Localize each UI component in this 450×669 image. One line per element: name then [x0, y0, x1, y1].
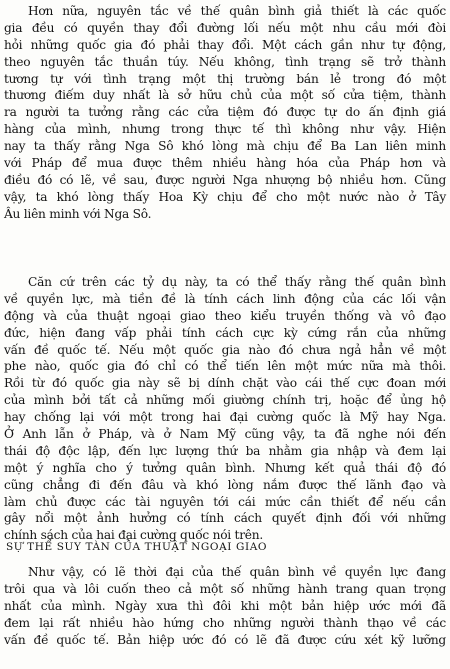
text-line: động và của thuật ngoại giao theo kiểu truyền thống và vô đạo	[4, 308, 446, 323]
text-line: hỏi những quốc gia đó phải thay đổi. Một cách gần như tự động,	[4, 37, 446, 52]
text-line: một ý nghĩa cho ý tưởng quân bình. Nhưng kết quả thái độ đó	[4, 460, 446, 475]
text-line: của mình bởi tất cả những mối giường chính trị, hoặc để ủng hộ	[4, 393, 446, 408]
paragraph-end-of-era	[4, 564, 446, 648]
text-line: đem lại rất nhiều hào hứng cho những người thành thạo về các	[4, 615, 446, 630]
paragraph-balance-of-power	[4, 3, 446, 223]
text-line: gây nổi một ảnh hưởng có tính cách quyết định đối với những	[4, 511, 446, 526]
text-line: đức, hiện đang vấp phải tính cách cực kỳ cứng rắn của những	[4, 325, 446, 340]
text-line: gia đều có quyền thay đổi đường lối nếu một nhu cầu mới đòi	[4, 20, 446, 35]
text-line: nhất của mình. Ngày xưa thì đôi khi một bản hiệp ước mới đã	[4, 598, 446, 613]
text-line: nay ta thấy rằng Nga Sô khó lòng mà chịu để Ba Lan liên minh	[4, 139, 446, 154]
text-line: phe nào, quốc gia đó chỉ có thể tiến lên một mức nữa mà thôi.	[4, 359, 446, 374]
text-line: tương tự với tình trạng một thị trường bán lẻ trong đó một	[4, 71, 446, 86]
paragraph-rigidity-of-issues	[4, 274, 446, 544]
text-line: hay chống lại với một trong hai đại cường quốc là Mỹ hay Nga.	[4, 410, 446, 425]
text-line: thương điếm duy nhất là sở hữu chủ của một số cửa tiệm, thành	[4, 88, 446, 103]
text-line: Như vậy, có lẽ thời đại của thế quân bình về quyền lực đang	[28, 565, 446, 579]
text-line: vấn đề quốc tế. Bản hiệp ước đó có lẽ đã được cứu xét kỹ lưỡng	[4, 632, 446, 647]
text-line: theo nguyên tắc thuần túy. Nếu không, tình trạng sẽ trở thành	[4, 54, 446, 69]
text-line: Căn cứ trên các tỷ dụ này, ta có thể thấy rằng thế quân bình	[28, 275, 446, 289]
text-line: Hơn nữa, nguyên tắc về thế quân bình giả thiết là các quốc	[28, 4, 446, 18]
text-line: Rồi từ đó quốc gia này sẽ bị dính chặt vào cái thế cực đoan mới	[4, 376, 446, 391]
text-line: thái độ độc lập, đến lực lượng thứ ba nhằm gia nhập và đem lại	[4, 443, 446, 458]
text-line: trôi qua và lôi cuốn theo cả một số những hành trang quan trọng	[4, 581, 446, 596]
text-line: Âu liên minh với Nga Sô.	[4, 206, 152, 221]
text-line: vấn đề quốc tế. Nếu một quốc gia nào đó chưa ngả hẳn về một	[4, 342, 446, 357]
text-line: điều đó có lẽ, về sau, được người Nga nhượng bộ nhiều hơn. Cũng	[4, 172, 446, 187]
section-heading: SỰ THỂ SUY TÀN CỦA THUẬT NGOẠI GIAO	[6, 541, 268, 553]
text-line: làm chủ được các tài nguyên tới cái mức cần thiết để nếu cần	[4, 494, 446, 509]
text-line: về quyền lực, mà tiền đề là tính cách linh động của các lối vận	[4, 291, 446, 306]
text-line: hàng của mình, nhưng trong thực tế thì không như vậy. Hiện	[4, 122, 446, 137]
text-line: với Pháp để mua được thêm nhiều hàng hóa của Pháp hơn và	[4, 156, 446, 171]
text-line: ra người ta tưởng rằng các cửa tiệm đó được tự do ấn định giá	[4, 105, 446, 120]
text-line: Ở Anh lẫn ở Pháp, và ở Nam Mỹ cũng vậy, ta đã nghe nói đến	[4, 427, 446, 442]
text-line: cũng chẳng đi đến đâu và khó lòng nắm được thế lãnh đạo và	[4, 477, 446, 492]
text-line: chính sách của hai đại cường quốc nói trên.	[4, 528, 263, 543]
text-line: vậy, ta khó lòng thấy Hoa Kỳ chịu để cho một nước nào ở Tây	[4, 189, 446, 204]
